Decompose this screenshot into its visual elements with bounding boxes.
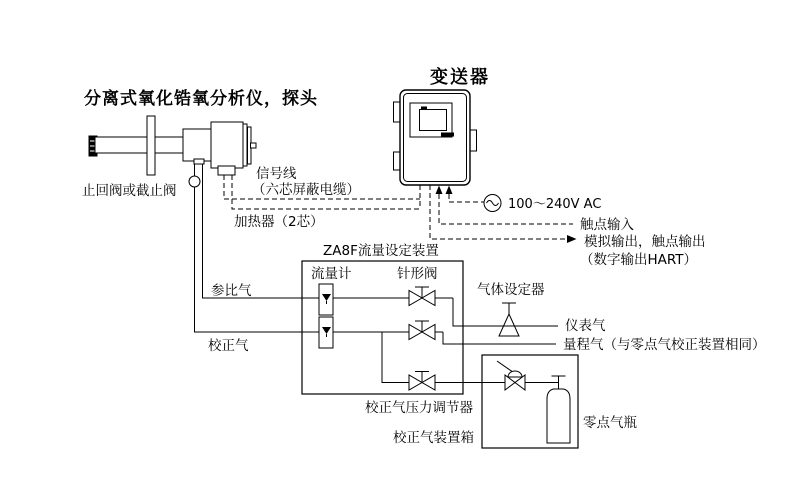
calibration-gas-box <box>482 355 578 448</box>
check-valve-icon <box>189 176 200 187</box>
needle-valve-icon <box>409 321 435 340</box>
power-in-arrow-icon <box>446 186 453 195</box>
span-gas-label: 量程气（与零点气校正装置相同） <box>563 337 766 353</box>
needle-valve-icon <box>409 287 435 306</box>
transmitter <box>394 90 477 194</box>
power-label: 100～240V AC <box>508 197 602 212</box>
probe-flange <box>147 116 155 175</box>
flowmeter-label: 流量计 <box>311 266 352 282</box>
probe-cover-plate <box>243 124 247 166</box>
probe-gland <box>251 143 257 148</box>
probe-section-title: 分离式氧化锆氧分析仪，探头 <box>84 89 318 109</box>
probe-body <box>183 129 211 161</box>
display-screen <box>420 110 447 131</box>
pressure-regulator-icon <box>497 361 525 390</box>
contact-input-label: 触点输入 <box>580 217 634 233</box>
digital-output-note: （数字输出HART） <box>580 252 698 268</box>
reference-gas-label: 参比气 <box>211 283 252 299</box>
gas-piping-lines <box>195 163 559 383</box>
check-valve-label: 止回阀或截止阀 <box>82 183 177 199</box>
instrument-air-label: 仪表气 <box>565 318 606 334</box>
transmitter-title: 变送器 <box>430 67 490 88</box>
power-in-arrow-icon <box>436 186 443 195</box>
output-arrow-icon <box>567 235 577 243</box>
probe-port <box>194 159 204 164</box>
cable-connector <box>218 166 235 175</box>
needle-valve-icon <box>409 372 435 391</box>
calibration-gas-label: 校正气 <box>208 338 249 354</box>
calibration-box-label: 校正气装置箱 <box>393 430 474 446</box>
signal-line-label: 信号线 <box>256 166 297 182</box>
flowmeter-icon <box>319 317 333 348</box>
analog-output-label: 模拟输出，触点输出 <box>584 234 706 250</box>
probe-junction-box <box>211 122 243 168</box>
probe-tube <box>95 137 183 153</box>
za8f-title: ZA8F流量设定装置 <box>323 243 439 259</box>
gas-cylinder-icon <box>547 376 570 443</box>
ac-source-icon <box>484 195 501 212</box>
gas-setter-label: 气体设定器 <box>477 282 545 298</box>
signal-line-note: （六芯屏蔽电缆） <box>252 182 360 198</box>
heater-label: 加热器（2芯） <box>234 214 324 230</box>
gas-setter-icon <box>499 303 519 336</box>
zero-gas-cylinder-label: 零点气瓶 <box>583 415 637 431</box>
flowmeter-icon <box>319 284 333 315</box>
regulator-label: 校正气压力调节器 <box>365 400 473 416</box>
probe-assembly <box>89 116 256 187</box>
needle-valve-label: 针形阀 <box>397 266 438 282</box>
